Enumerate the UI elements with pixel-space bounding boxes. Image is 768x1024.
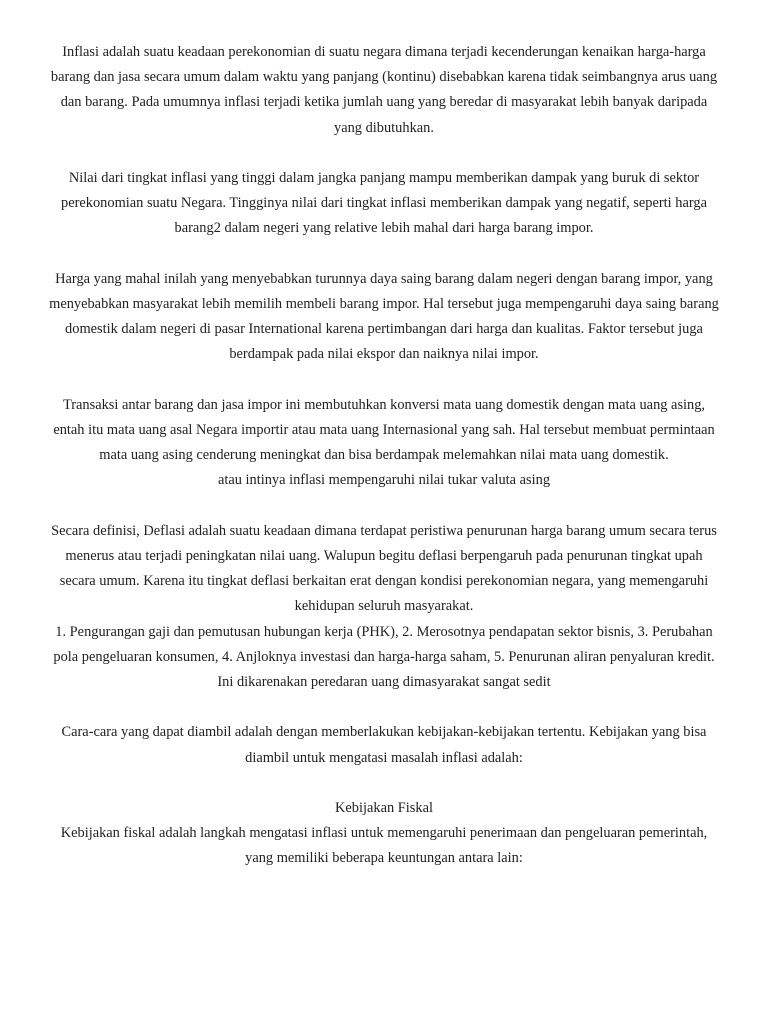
paragraph-policy-intro: Cara-cara yang dapat diambil adalah dengan memberlakukan kebijakan-kebijakan tertentu. Kebijakan yang bisa diambil untuk mengatasi masalah inflasi adalah: — [61, 724, 707, 766]
paragraph-inflation-impact: Nilai dari tingkat inflasi yang tinggi dalam jangka panjang mampu memberikan dampak yang buruk di sektor perekonomian suatu Negara. Tingginya nilai dari tingkat inflasi memberikan dampak yang negatif, seperti harga barang2 dalam negeri yang relative lebih mahal dari harga barang impor. — [61, 170, 707, 237]
deflation-definition-text: Secara definisi, Deflasi adalah suatu keadaan dimana terdapat peristiwa penurunan harga barang umum secara terus menerus atau terjadi peningkatan nilai uang. Walupun begitu deflasi berpengaruh pada penurunan tingkat upah secara umum. Karena itu tingkat deflasi berkaitan erat dengan kondisi perekonomian negara, yang memengaruhi kehidupan seluruh masyarakat. — [51, 522, 717, 615]
document-page — [46, 40, 722, 897]
currency-exchange-summary: atau intinya inflasi mempengaruhi nilai tukar valuta asing — [217, 472, 551, 489]
deflation-effects-list: 1. Pengurangan gaji dan pemutusan hubungan kerja (PHK), 2. Merosotnya pendapatan sektor bisnis, 3. Perubahan pola pengeluaran konsumen, 4. Anjloknya investasi dan harga-harga saham, 5. Penurunan aliran penyaluran kredit. Ini dikarenakan peredaran uang dimasyarakat sangat sedit — [53, 623, 715, 691]
heading-fiscal-policy: Kebijakan Fiskal — [335, 800, 433, 816]
paragraph-competitiveness: Harga yang mahal inilah yang menyebabkan turunnya daya saing barang dalam negeri dengan barang impor, yang menyebabkan masyarakat lebih memilih membeli barang impor. Hal tersebut juga mempengaruhi daya saing barang domestik dalam negeri di pasar International karena pertimbangan dari harga dan kualitas. Faktor tersebut juga berdampak pada nilai ekspor dan naiknya nilai impor. — [49, 270, 719, 363]
paragraph-fiscal-policy: Kebijakan fiskal adalah langkah mengatasi inflasi untuk memengaruhi penerimaan dan pengeluaran pemerintah, yang memiliki beberapa keuntungan antara lain: — [60, 825, 708, 867]
paragraph-inflation-definition: Inflasi adalah suatu keadaan perekonomian di suatu negara dimana terjadi kecenderungan kenaikan harga-harga barang dan jasa secara umum dalam waktu yang panjang (kontinu) disebabkan karena tidak seimbangnya arus uang dan barang. Pada umumnya inflasi terjadi ketika jumlah uang yang beredar di masyarakat lebih banyak daripada yang dibutuhkan. — [50, 44, 718, 136]
currency-exchange-text: Transaksi antar barang dan jasa impor ini membutuhkan konversi mata uang domestik dengan mata uang asing, entah itu mata uang asal Negara importir atau mata uang Internasional yang sah. Hal tersebut membuat permintaan mata uang asing cenderung meningkat dan bisa berdampak melemahkan nilai mata uang domestik. — [53, 396, 715, 464]
paragraph-currency-exchange — [46, 393, 722, 494]
paragraph-deflation — [46, 519, 722, 695]
